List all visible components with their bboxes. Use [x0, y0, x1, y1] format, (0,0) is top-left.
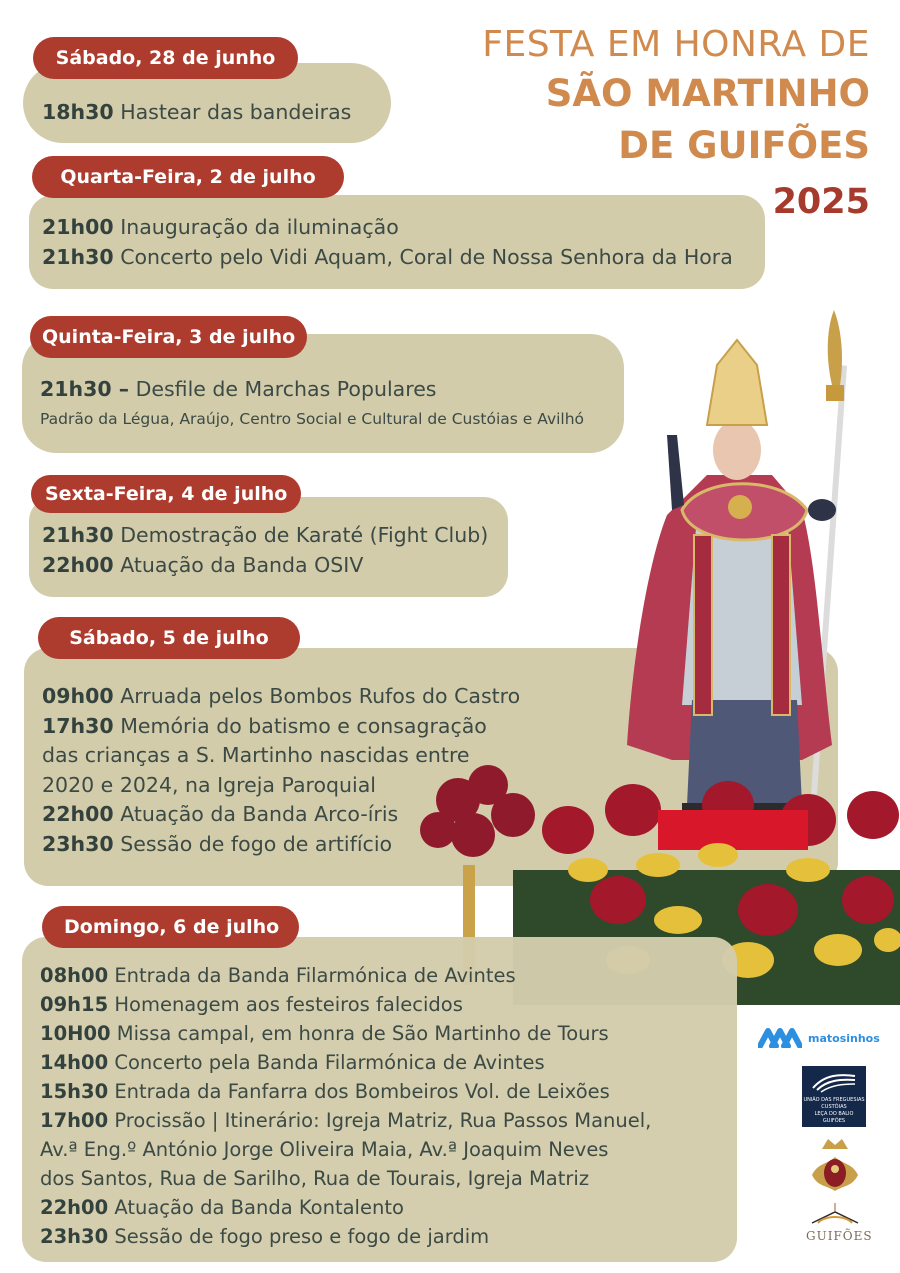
event-row: 14h00 Concerto pela Banda Filarmónica de Avintes — [40, 1051, 545, 1074]
event-row: 21h30 – Desfile de Marchas Populares — [40, 377, 437, 401]
waves-icon — [809, 1070, 859, 1094]
event-row: 21h30 Concerto pelo Vidi Aquam, Coral de Nossa Senhora da Hora — [42, 244, 733, 269]
event-row: 22h00 Atuação da Banda Kontalento — [40, 1196, 404, 1219]
matosinhos-mark-icon — [758, 1028, 802, 1048]
event-row: 22h00 Atuação da Banda Arco-íris — [42, 802, 399, 826]
day-events — [40, 375, 584, 431]
day-label-pill: Quarta-Feira, 2 de julho — [32, 156, 344, 198]
day-label-pill: Sábado, 5 de julho — [38, 617, 300, 659]
event-row: 23h30 Sessão de fogo de artifício — [42, 831, 393, 856]
event-row: dos Santos, Rua de Sarilho, Rua de Tourais, Igreja Matriz — [40, 1167, 590, 1190]
title-line-3: DE GUIFÕES — [618, 124, 870, 167]
event-row: 08h00 Entrada da Banda Filarmónica de Avintes — [40, 964, 516, 987]
day-events — [40, 961, 651, 1251]
confraria-crest-icon — [808, 1135, 862, 1195]
event-row: 17h30 Memória do batismo e consagração — [42, 713, 487, 738]
event-row: 18h30 Hastear das bandeiras — [42, 100, 352, 124]
day-events — [42, 521, 488, 580]
event-row: 2020 e 2024, na Igreja Paroquial — [42, 772, 376, 797]
event-row: 21h30 Demostração de Karaté (Fight Club) — [42, 523, 489, 547]
event-row: 21h00 Inauguração da iluminação — [42, 215, 399, 239]
matosinhos-logo — [758, 1028, 880, 1048]
event-row: Av.ª Eng.º António Jorge Oliveira Maia, Av.ª Joaquim Neves — [40, 1138, 609, 1161]
uniao-line-4: GUIFÕES — [822, 1118, 846, 1124]
matosinhos-wordmark: matosinhos — [808, 1031, 880, 1045]
event-row: 22h00 Atuação da Banda OSIV — [42, 552, 364, 577]
church-roof-icon — [806, 1203, 864, 1225]
event-row: das crianças a S. Martinho nascidas entre — [42, 743, 470, 767]
saint-martin-statue-image — [612, 305, 862, 825]
day-label-pill: Sábado, 28 de junho — [33, 37, 298, 79]
event-row: 23h30 Sessão de fogo preso e fogo de jardim — [40, 1225, 490, 1248]
day-label-pill: Quinta-Feira, 3 de julho — [30, 316, 307, 358]
uniao-line-3: LEÇA DO BALIO — [814, 1111, 854, 1117]
uniao-line-1: UNIÃO DAS FREGUESIAS — [803, 1097, 865, 1103]
event-note: Padrão da Légua, Araújo, Centro Social e Cultural de Custóias e Avilhó — [40, 409, 585, 428]
event-row: 09h00 Arruada pelos Bombos Rufos do Castro — [42, 684, 521, 708]
day-events — [42, 682, 520, 859]
title-line-2: SÃO MARTINHO — [545, 72, 870, 115]
title-line-1: FESTA EM HONRA DE — [482, 24, 870, 65]
guifoes-wordmark: GUIFÕES — [806, 1229, 873, 1243]
event-row: 17h00 Procissão | Itinerário: Igreja Matriz, Rua Passos Manuel, — [40, 1109, 652, 1132]
day-events — [42, 98, 351, 128]
uniao-line-2: CUSTÓIAS — [821, 1104, 847, 1110]
uniao-freguesias-logo — [802, 1066, 866, 1127]
title-year: 2025 — [772, 182, 870, 222]
event-row: 09h15 Homenagem aos festeiros falecidos — [40, 993, 463, 1016]
guifoes-parish-logo — [806, 1203, 873, 1258]
day-events — [42, 213, 733, 272]
day-label-pill: Domingo, 6 de julho — [42, 906, 299, 948]
event-row: 15h30 Entrada da Fanfarra dos Bombeiros Vol. de Leixões — [40, 1080, 610, 1103]
day-label-pill: Sexta-Feira, 4 de julho — [31, 475, 301, 513]
event-row: 10H00 Missa campal, em honra de São Martinho de Tours — [40, 1022, 609, 1045]
